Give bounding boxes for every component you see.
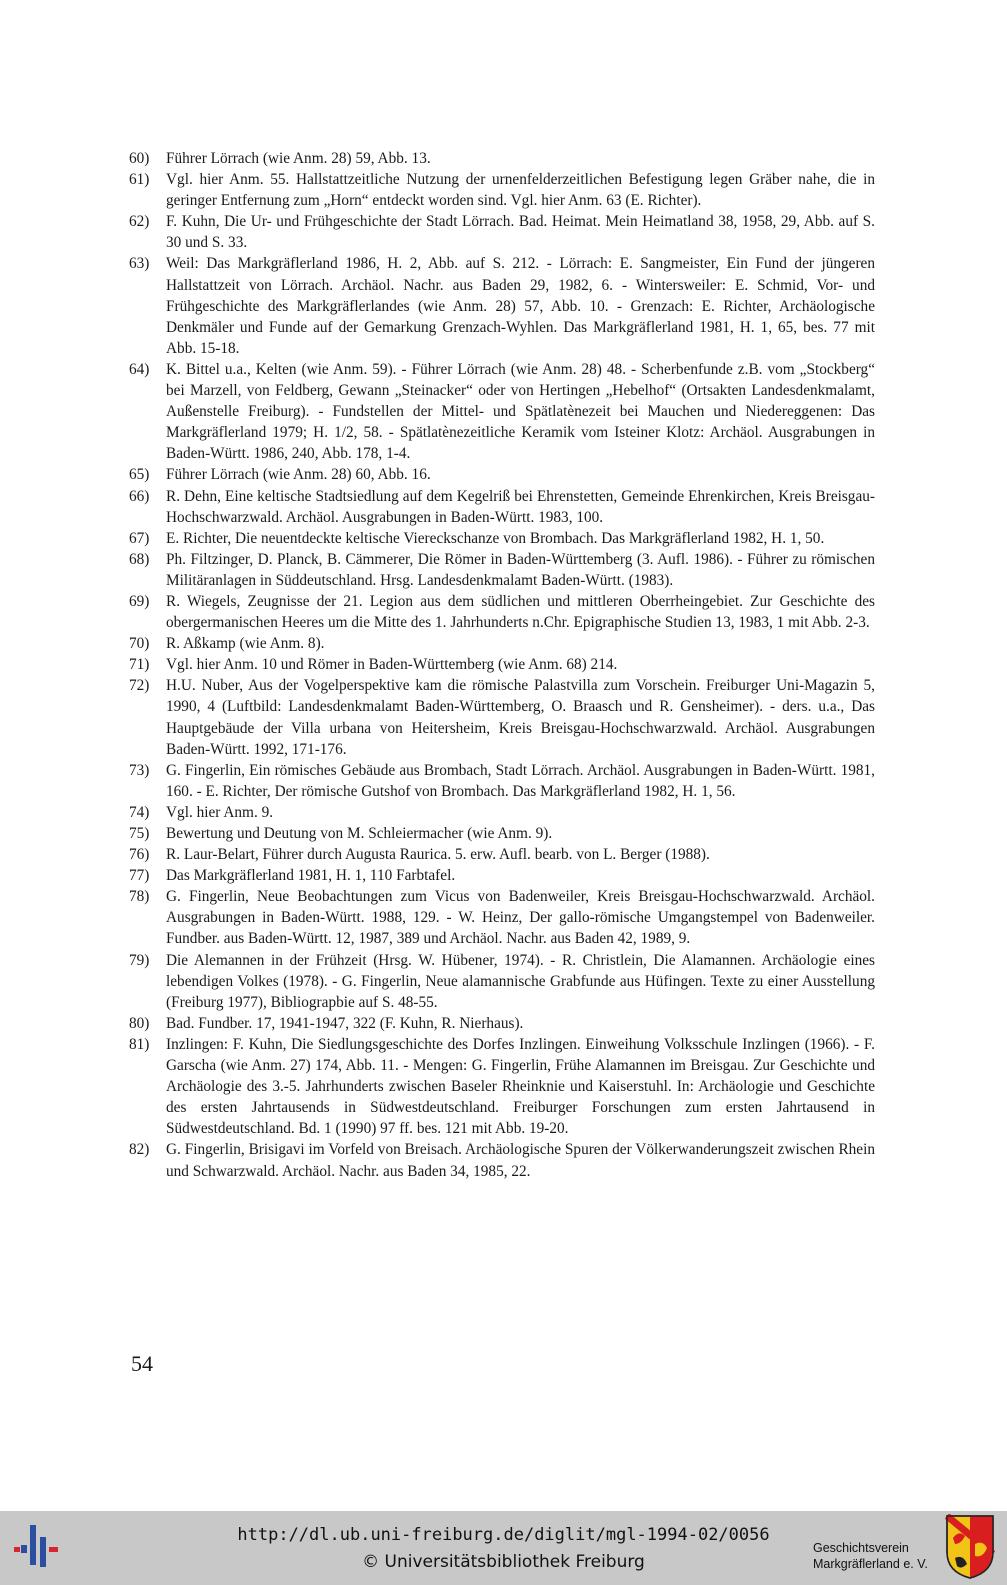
footnote-text: Ph. Filtzinger, D. Planck, B. Cämmerer, Die Römer in Baden-Württemberg (3. Aufl. 1986). - Führer zu römischen Militäranlagen in Süddeutschland. Hrsg. Landesdenkmalamt Baden-Württ. (1983). [166,550,875,589]
markgraeflerland-crest-icon[interactable] [945,1514,995,1580]
footnote-text: Inzlingen: F. Kuhn, Die Siedlungsgeschichte des Dorfes Inzlingen. Einweihung Volksschule Inzlingen (1966). - F. Garscha (wie Anm. 27) 174, Abb. 11. - Mengen: G. Fingerlin, Frühe Alamannen im Breisgau. Zur Geschichte und Archäologie des 3.-5. Jahrhunderts zwischen Baseler Rheinknie und Kaiserstuhl. In: Archäologie und Geschichte des ersten Jahrtausends in Südwestdeutschland. Freiburger Forschungen zum ersten Jahrtausend in Südwestdeutschland. Bd. 1 (1990) 97 ff. bes. 121 mit Abb. 19-20. [166,1035,875,1138]
society-name-line1: Geschichtsverein [813,1541,909,1555]
footer-bar [0,1511,1007,1585]
footnote-number: 70) [129,635,150,653]
footnote-text: Vgl. hier Anm. 55. Hallstattzeitliche Nutzung der urnenfelderzeitlichen Befestigung legen Gräber nahe, die in geringer Entfernung zum „Horn“ entdeckt worden sind. Vgl. hier Anm. 63 (E. Richter). [166,171,875,210]
footnote-73 [129,760,875,802]
footnote-text: K. Bittel u.a., Kelten (wie Anm. 59). - Führer Lörrach (wie Anm. 28) 48. - Scherbenfunde z.B. vom „Stockberg“ bei Marzell, von Feldberg, Gewann „Steinacker“ oder von Hertingen „Hebelhof“ (Ortsakten Landesdenkmalamt, Außenstelle Freiburg). - Fundstellen der Mittel- und Spätlatènezeit bei Mauchen und Niedereggenen: Das Markgräflerland 1979; H. 1/2, 58. - Spätlatènezeitliche Keramik vom Isteiner Klotz: Archäol. Ausgrabungen in Baden-Württ. 1986, 240, Abb. 178, 1-4. [166,360,875,463]
footnote-text: G. Fingerlin, Neue Beobachtungen zum Vicus von Badenweiler, Kreis Breisgau-Hochschwarzwald. Archäol. Ausgrabungen in Baden-Württ. 1988, 129. - W. Heinz, Der gallo-römische Umgangstempel von Badenweiler. Fundber. aus Baden-Württ. 12, 1987, 389 und Archäol. Nachr. aus Baden 42, 1989, 9. [166,888,875,948]
footnote-text: R. Aßkamp (wie Anm. 8). [166,635,325,653]
footnote-number: 73) [129,761,150,779]
footnote-number: 67) [129,529,150,547]
footnote-text: Vgl. hier Anm. 9. [166,803,274,821]
footnote-number: 82) [129,1141,150,1159]
footnote-60 [129,148,875,169]
footnote-79 [129,950,875,1013]
footnote-69 [129,591,875,633]
footnote-text: Vgl. hier Anm. 10 und Römer in Baden-Württemberg (wie Anm. 68) 214. [166,656,618,674]
footnote-81 [129,1034,875,1139]
footnote-text: G. Fingerlin, Brisigavi im Vorfeld von Breisach. Archäologische Spuren der Völkerwanderungszeit zwischen Rhein und Schwarzwald. Archäol. Nachr. aus Baden 34, 1985, 22. [166,1141,875,1180]
footnote-number: 81) [129,1035,150,1053]
footnote-number: 64) [129,360,150,378]
footnote-number: 72) [129,677,150,695]
footnote-text: Führer Lörrach (wie Anm. 28) 60, Abb. 16. [166,466,431,484]
footnote-67 [129,528,875,549]
footnote-number: 66) [129,487,150,505]
footnote-number: 68) [129,550,150,568]
society-name [813,1540,939,1572]
footnote-number: 62) [129,213,150,231]
footnote-number: 79) [129,951,150,969]
footnotes-list [129,148,875,1182]
footnote-text: Bad. Fundber. 17, 1941-1947, 322 (F. Kuhn, R. Nierhaus). [166,1014,524,1032]
footnote-text: Die Alemannen in der Frühzeit (Hrsg. W. Hübener, 1974). - R. Christlein, Die Alamannen. Archäologie eines lebendigen Volkes (1978). - G. Fingerlin, Neue alamannische Grabfunde aus Hüfingen. Texte zu einer Ausstellung (Freiburg 1977), Bibliograpbie auf S. 48-55. [166,951,875,1011]
footnote-text: H.U. Nuber, Aus der Vogelperspektive kam die römische Palastvilla zum Vorschein. Freiburger Uni-Magazin 5, 1990, 4 (Luftbild: Landesdenkmalamt Baden-Württemberg, O. Braasch und R. Gensheimer). - ders. u.a., Das Hauptgebäude der Villa urbana von Heitersheim, Kreis Breisgau-Hochschwarzwald. Archäol. Ausgrabungen Baden-Württ. 1992, 171-176. [166,677,875,758]
footnote-65 [129,464,875,485]
footnote-number: 77) [129,867,150,885]
footnote-number: 60) [129,150,150,167]
footnote-72 [129,675,875,759]
footnote-78 [129,886,875,949]
footnote-text: R. Dehn, Eine keltische Stadtsiedlung auf dem Kegelriß bei Ehrenstetten, Gemeinde Ehrenkirchen, Kreis Breisgau-Hochschwarzwald. Archäol. Ausgrabungen in Baden-Württ. 1983, 100. [166,487,875,526]
footnote-text: G. Fingerlin, Ein römisches Gebäude aus Brombach, Stadt Lörrach. Archäol. Ausgrabungen in Baden-Württ. 1981, 160. - E. Richter, Der römische Gutshof von Brombach. Das Markgräflerland 1982, H. 1, 56. [166,761,875,800]
society-name-line2: Markgräflerland e. V. [813,1557,928,1571]
footnote-66 [129,486,875,528]
footnote-80 [129,1013,875,1034]
footnote-74 [129,802,875,823]
footnote-number: 74) [129,803,150,821]
footnote-text: Weil: Das Markgräflerland 1986, H. 2, Abb. auf S. 212. - Lörrach: E. Sangmeister, Ein Fund der jüngeren Hallstattzeit von Lörrach. Archäol. Nachr. aus Baden 29, 1982, 6. - Wintersweiler: E. Schmid, Vor- und Frühgeschichte des Markgräflerlandes (wie Anm. 28) 57, Abb. 10. - Grenzach: E. Richter, Archäologische Denkmäler und Funde auf der Gemarkung Grenzach-Wyhlen. Das Markgräflerland 1981, H. 1, 65, bes. 77 mit Abb. 15-18. [166,255,875,357]
footnote-76 [129,844,875,865]
footnote-number: 63) [129,255,150,273]
footnote-text: F. Kuhn, Die Ur- und Frühgeschichte der Stadt Lörrach. Bad. Heimat. Mein Heimatland 38, 1958, 29, Abb. auf S. 30 und S. 33. [166,213,875,252]
footnote-71 [129,654,875,675]
footnote-number: 78) [129,888,150,906]
footer-copyright: © Universitätsbibliothek Freiburg [362,1552,645,1572]
footnote-number: 65) [129,466,150,484]
footnote-text: Bewertung und Deutung von M. Schleiermacher (wie Anm. 9). [166,825,553,842]
footnote-82 [129,1139,875,1181]
footnote-61 [129,169,875,211]
footnote-number: 69) [129,592,150,610]
footnote-text: E. Richter, Die neuentdeckte keltische Viereckschanze von Brombach. Das Markgräflerland 1982, H. 1, 50. [166,529,825,547]
footnote-number: 80) [129,1014,150,1032]
footnote-77 [129,865,875,886]
footnote-text: Das Markgräflerland 1981, H. 1, 110 Farbtafel. [166,867,456,885]
footnote-text: Führer Lörrach (wie Anm. 28) 59, Abb. 13. [166,150,431,167]
footnote-number: 75) [129,825,150,842]
footnote-text: R. Wiegels, Zeugnisse der 21. Legion aus dem südlichen und mittleren Oberrheingebiet. Zur Geschichte des obergermanischen Heeres um die Mitte des 1. Jahrhunderts n.Chr. Epigraphische Studien 13, 1983, 1 mit Abb. 2-3. [166,592,875,632]
footnote-64 [129,359,875,464]
footnote-number: 61) [129,171,150,189]
page-number: 54 [131,1351,153,1376]
footnote-70 [129,633,875,654]
footnote-number: 71) [129,656,150,674]
footnote-62 [129,211,875,253]
footnote-text: R. Laur-Belart, Führer durch Augusta Raurica. 5. erw. Aufl. bearb. von L. Berger (1988). [166,846,710,864]
footnote-75 [129,823,875,844]
footnote-63 [129,253,875,358]
footnote-number: 76) [129,846,150,864]
footnote-68 [129,549,875,591]
footer-url-link[interactable]: http://dl.ub.uni-freiburg.de/diglit/mgl-1994-02/0056 [237,1525,770,1545]
